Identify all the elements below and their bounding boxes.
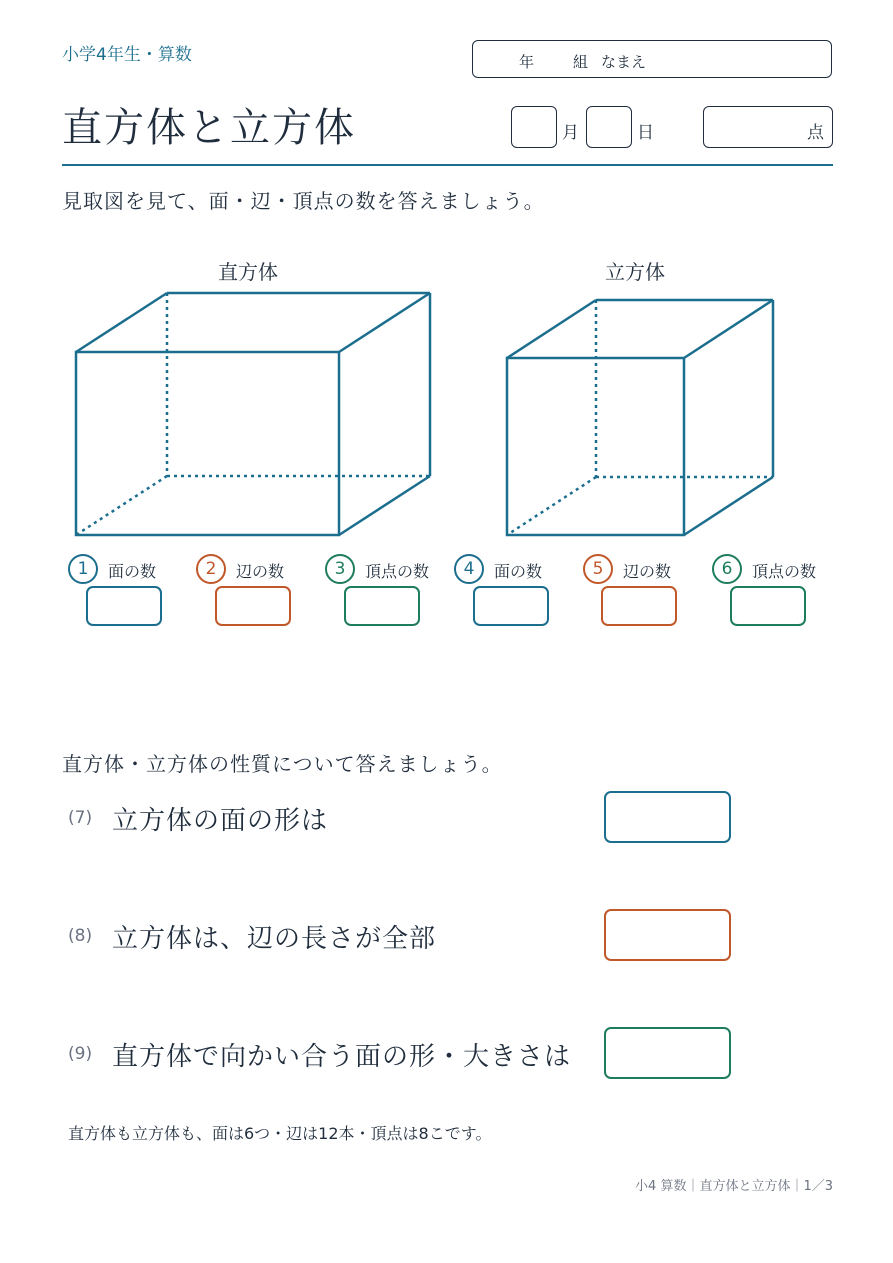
answer-box-4[interactable] [473, 586, 549, 626]
question-7-text: 立方体の面の形は [112, 806, 329, 836]
page-title: 直方体と立方体 [62, 105, 356, 151]
question-8-text: 立方体は、辺の長さが全部 [112, 924, 437, 954]
question-9-text: 直方体で向かい合う面の形・大きさは [112, 1042, 572, 1072]
question-6-label: 頂点の数 [752, 562, 817, 581]
figures-svg [0, 0, 893, 560]
question-1-number: 1 [68, 554, 98, 584]
year-label: 年 [519, 53, 535, 71]
question-9-number: (9) [68, 1044, 93, 1064]
month-label: 月 [562, 123, 579, 143]
question-7-number: (7) [68, 808, 93, 828]
cuboid-label: 直方体 [218, 260, 278, 284]
answer-box-9[interactable] [604, 1027, 731, 1079]
question-2-label: 辺の数 [236, 562, 285, 581]
summary-note: 直方体も立方体も、面は6つ・辺は12本・頂点は8こです。 [68, 1124, 492, 1143]
class-label: 組 [573, 53, 589, 71]
question-3-number: 3 [325, 554, 355, 584]
answer-box-5[interactable] [601, 586, 677, 626]
question-5-label: 辺の数 [623, 562, 672, 581]
question-5-number: 5 [583, 554, 613, 584]
cube-label: 立方体 [605, 260, 665, 284]
page-footer: 小4 算数｜直方体と立方体｜1／3 [635, 1179, 833, 1194]
answer-box-6[interactable] [730, 586, 806, 626]
question-4-label: 面の数 [494, 562, 543, 581]
question-4-number: 4 [454, 554, 484, 584]
answer-box-2[interactable] [215, 586, 291, 626]
question-8-number: (8) [68, 926, 93, 946]
section1-instruction: 見取図を見て、面・辺・頂点の数を答えましょう。 [62, 189, 545, 213]
day-label: 日 [637, 123, 654, 143]
question-2-number: 2 [196, 554, 226, 584]
answer-box-1[interactable] [86, 586, 162, 626]
question-1-label: 面の数 [108, 562, 157, 581]
answer-box-7[interactable] [604, 791, 731, 843]
grade-label: 小学4年生・算数 [62, 45, 192, 65]
answer-box-3[interactable] [344, 586, 420, 626]
cube-figure [507, 300, 773, 535]
cuboid-figure [76, 293, 430, 535]
answer-box-8[interactable] [604, 909, 731, 961]
question-6-number: 6 [712, 554, 742, 584]
question-3-label: 頂点の数 [365, 562, 430, 581]
section2-instruction: 直方体・立方体の性質について答えましょう。 [62, 752, 503, 776]
name-label: なまえ [601, 53, 647, 71]
score-label: 点 [807, 123, 824, 143]
